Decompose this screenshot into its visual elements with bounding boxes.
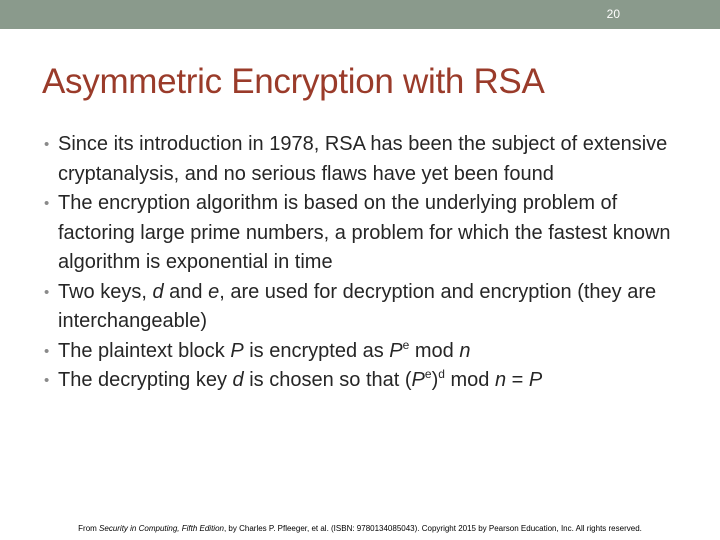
- bullet-text: =: [506, 369, 529, 391]
- bullet-text: Two keys,: [58, 280, 153, 303]
- bullet-text: mod: [409, 339, 460, 362]
- exponent-e: e: [402, 337, 410, 352]
- bullet-item: [44, 278, 694, 337]
- footer-book-title: Security in Computing, Fifth Edition: [99, 524, 224, 533]
- var-P: P: [528, 369, 543, 391]
- var-n: n: [459, 339, 471, 362]
- bullet-text: ): [431, 369, 439, 391]
- var-P: P: [411, 369, 425, 391]
- page-number: 20: [606, 7, 620, 21]
- exponent-d: d: [438, 367, 445, 381]
- bullet-text: is encrypted as: [243, 339, 390, 362]
- footer-prefix: From: [78, 524, 100, 533]
- var-d: d: [232, 369, 244, 391]
- bullet-text: The plaintext block: [58, 339, 231, 362]
- bullet-text: and: [163, 280, 209, 303]
- bullet-text: The decrypting key: [58, 369, 233, 391]
- bullet-text: , are used for decryption and encryption (they are interchangeable): [58, 280, 657, 332]
- slide-title: Asymmetric Encryption with RSA: [42, 62, 545, 101]
- var-d: d: [152, 280, 164, 303]
- bullet-item: [44, 189, 694, 278]
- var-P: P: [230, 339, 244, 362]
- bullet-text: mod: [444, 369, 495, 391]
- var-e: e: [208, 280, 220, 303]
- var-P: P: [389, 339, 403, 362]
- bullet-list: [44, 130, 694, 396]
- bullet-text: is chosen so that (: [243, 369, 412, 391]
- header-bar: [0, 0, 720, 29]
- bullet-item: [44, 130, 694, 189]
- copyright-footer: [0, 524, 720, 534]
- bullet-item: [44, 337, 694, 367]
- exponent-e: e: [424, 367, 432, 381]
- var-n: n: [494, 369, 507, 391]
- bullet-text: Since its introduction in 1978, RSA has been the subject of extensive cryptanalysis, and no serious flaws have yet been found: [58, 133, 668, 185]
- footer-suffix: , by Charles P. Pfleeger, et al. (ISBN: 9780134085043). Copyright 2015 by Pearson Education, Inc. All rights reserved.: [223, 524, 642, 533]
- bullet-text: The encryption algorithm is based on the underlying problem of factoring large prime numbers, a problem for which the fastest known algorithm is exponential in time: [58, 192, 671, 273]
- bullet-item: [44, 366, 694, 396]
